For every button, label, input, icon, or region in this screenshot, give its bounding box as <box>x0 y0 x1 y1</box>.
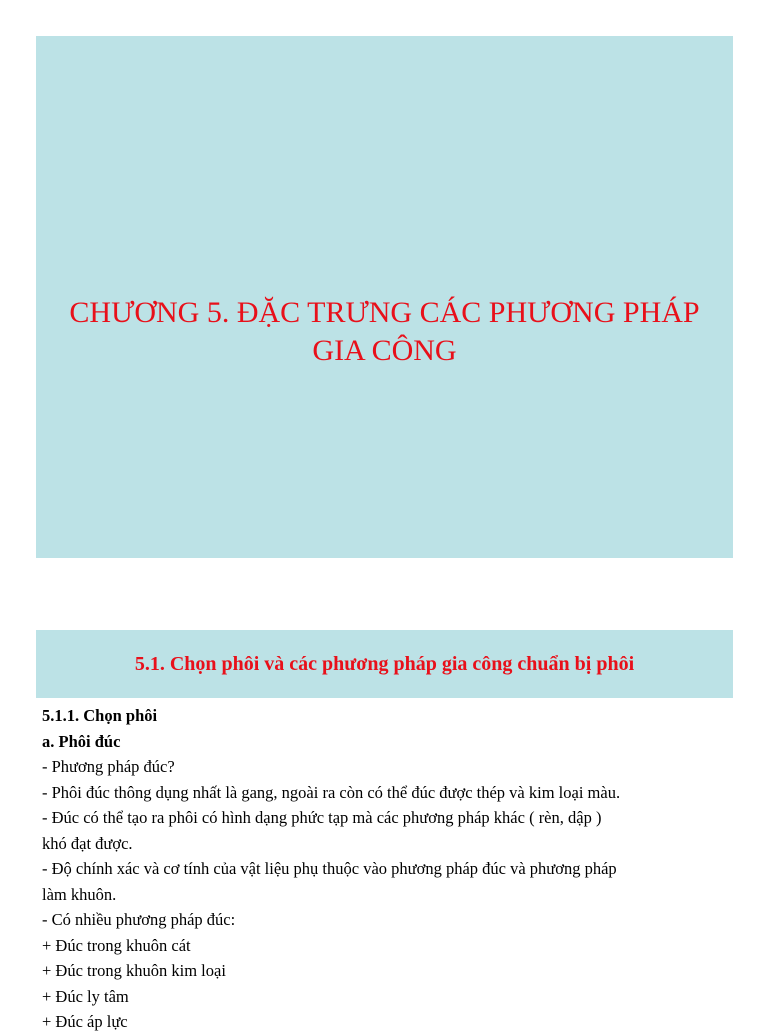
chapter-title-line-2: GIA CÔNG <box>312 334 457 367</box>
body-line: làm khuôn. <box>42 884 117 904</box>
list-item: + Đúc trong khuôn kim loại <box>42 961 226 980</box>
section-title: 5.1. Chọn phôi và các phương pháp gia công chuẩn bị phôi <box>134 653 635 675</box>
body-line: - Có nhiều phương pháp đúc: <box>42 910 236 929</box>
body-line: - Độ chính xác và cơ tính của vật liệu phụ thuộc vào phương pháp đúc và phương pháp <box>42 859 617 878</box>
item-heading: a. Phôi đúc <box>42 731 121 751</box>
chapter-title-line-1: CHƯƠNG 5. ĐẶC TRƯNG CÁC PHƯƠNG PHÁP <box>69 296 700 329</box>
chapter-title <box>36 294 733 370</box>
body-line: - Phương pháp đúc? <box>42 757 175 776</box>
body-line: khó đạt được. <box>42 833 133 853</box>
list-item: + Đúc ly tâm <box>42 986 129 1006</box>
list-item: + Đúc trong khuôn cát <box>42 935 191 955</box>
section-body <box>42 703 732 1035</box>
title-slide <box>36 36 733 558</box>
body-line: - Phôi đúc thông dụng nhất là gang, ngoài ra còn có thể đúc được thép và kim loại màu. <box>42 782 621 802</box>
body-line: - Đúc có thể tạo ra phôi có hình dạng phức tạp mà các phương pháp khác ( rèn, dập ) <box>42 808 602 827</box>
section-header-box <box>36 630 733 698</box>
subsection-heading: 5.1.1. Chọn phôi <box>42 706 158 725</box>
list-item: + Đúc áp lực <box>42 1012 128 1031</box>
